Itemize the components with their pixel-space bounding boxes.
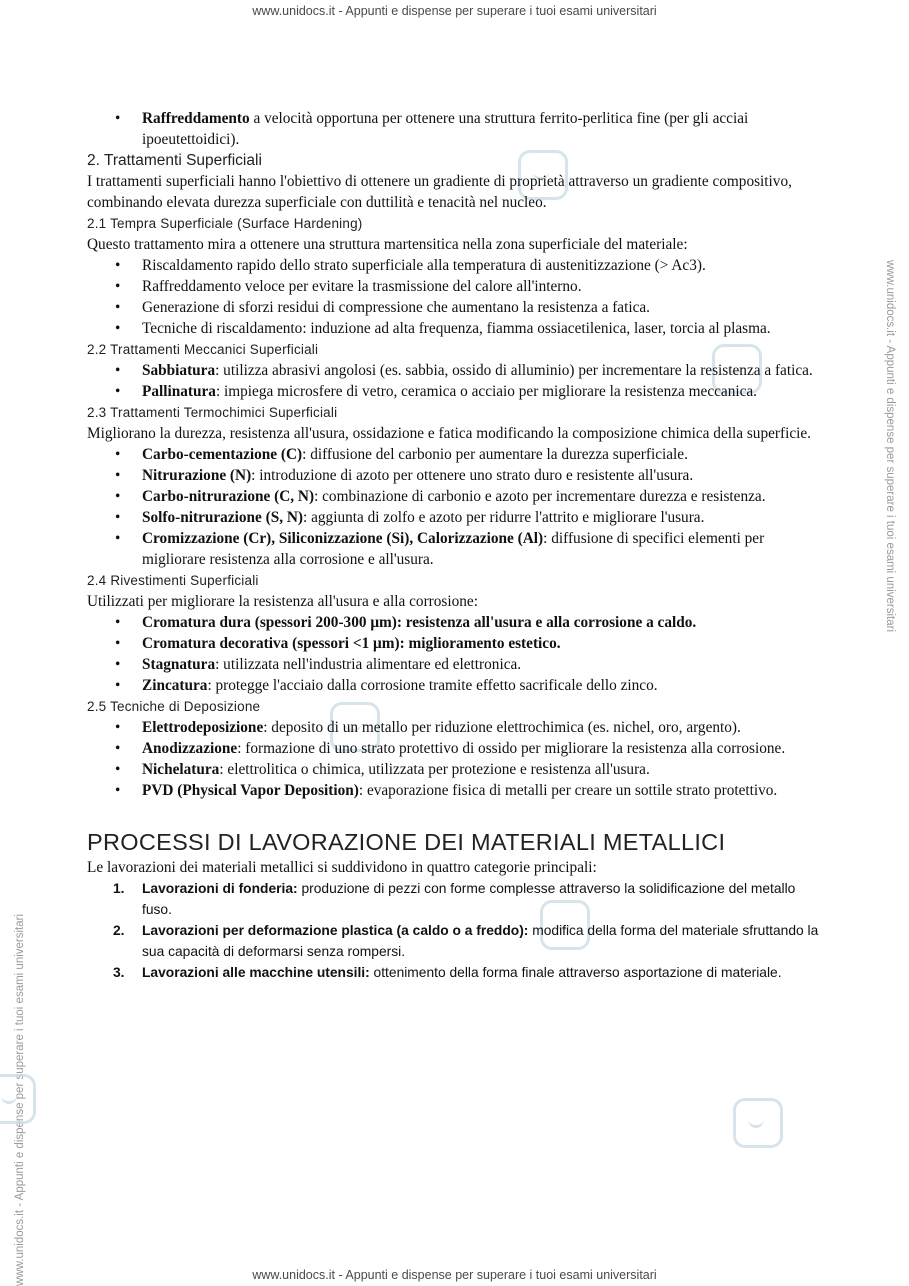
list-item-text: : protegge l'acciaio dalla corrosione tramite effetto sacrificale dello zinco. — [207, 677, 658, 694]
subsection-intro: Utilizzati per migliorare la resistenza all'usura e alla corrosione: — [87, 593, 478, 610]
left-side-watermark: www.unidocs.it - Appunti e dispense per superare i tuoi esami universitari — [14, 913, 26, 1286]
list-item-text: : combinazione di carbonio e azoto per incrementare durezza e resistenza. — [314, 488, 766, 505]
bullet-icon: • — [115, 383, 121, 400]
bullet-icon: • — [115, 299, 121, 316]
list-item-text: : impiega microsfere di vetro, ceramica o acciaio per migliorare la resistenza meccanica. — [215, 383, 757, 400]
list-item-text: Raffreddamento veloce per evitare la trasmissione del calore all'interno. — [142, 278, 582, 295]
list-item-term: Carbo-cementazione (C) — [142, 446, 303, 463]
bullet-list — [87, 360, 827, 402]
bullet-icon: • — [115, 635, 121, 652]
list-item — [87, 780, 827, 801]
list-item — [87, 675, 827, 696]
bullet-icon: • — [115, 677, 121, 694]
list-item-term: Sabbiatura — [142, 362, 216, 379]
list-item — [87, 381, 827, 402]
list-item-term: Carbo-nitrurazione (C, N) — [142, 488, 315, 505]
bullet-icon: • — [115, 782, 121, 799]
list-item — [87, 486, 827, 507]
subsection-heading: 2.1 Tempra Superficiale (Surface Hardening) — [87, 216, 363, 231]
list-item — [87, 465, 827, 486]
right-side-watermark: www.unidocs.it - Appunti e dispense per superare i tuoi esami universitari — [884, 260, 896, 633]
list-item-term: Lavorazioni di fonderia: — [142, 881, 298, 896]
list-item-text: (spessori <1 μm): miglioramento estetico. — [288, 635, 561, 652]
list-item-text: Tecniche di riscaldamento: induzione ad alta frequenza, fiamma ossiacetilenica, laser, torcia al plasma. — [142, 320, 771, 337]
bullet-list — [87, 255, 827, 339]
document-content — [87, 108, 827, 983]
list-item-text: : introduzione di azoto per ottenere uno strato duro e resistente all'usura. — [251, 467, 694, 484]
bullet-icon: • — [115, 467, 121, 484]
list-item — [87, 297, 827, 318]
bullet-icon: • — [115, 761, 121, 778]
subsection-intro: Migliorano la durezza, resistenza all'usura, ossidazione e fatica modificando la composizione chimica della superficie. — [87, 425, 811, 442]
list-item-text: : aggiunta di zolfo e azoto per ridurre l'attrito e migliorare l'usura. — [303, 509, 705, 526]
bullet-icon: • — [115, 509, 121, 526]
bullet-icon: • — [115, 446, 121, 463]
list-item — [87, 444, 827, 465]
bullet-icon: • — [115, 278, 121, 295]
chapter-intro: Le lavorazioni dei materiali metallici si suddividono in quattro categorie principali: — [87, 859, 597, 876]
list-item — [87, 255, 827, 276]
bullet-icon: • — [115, 530, 121, 547]
bullet-icon: • — [115, 614, 121, 631]
list-item-term: Lavorazioni per deformazione plastica (a caldo o a freddo): — [142, 923, 529, 938]
list-item-text: : utilizza abrasivi angolosi (es. sabbia, ossido di alluminio) per incrementare la resistenza a fatica. — [215, 362, 813, 379]
bullet-icon: • — [115, 362, 121, 379]
bullet-icon: • — [115, 488, 121, 505]
section-intro: I trattamenti superficiali hanno l'obiettivo di ottenere un gradiente di proprietà attraverso un gradiente compositivo, combinando elevata durezza superficiale con duttilità e tenacità nel nucleo. — [87, 173, 792, 211]
list-item-term: Nitrurazione (N) — [142, 467, 252, 484]
subsection-heading: 2.4 Rivestimenti Superficiali — [87, 573, 259, 588]
list-item — [87, 717, 827, 738]
list-item-term: Stagnatura — [142, 656, 216, 673]
watermark-logo-icon — [0, 1074, 36, 1124]
list-item-text: Riscaldamento rapido dello strato superficiale alla temperatura di austenitizzazione (> Ac3). — [142, 257, 706, 274]
bullet-icon: • — [115, 257, 121, 274]
list-item: • Raffreddamento a velocità opportuna per ottenere una struttura ferrito-perlitica fine (per gli acciai ipoeutettoidici). — [115, 110, 749, 148]
subsection-intro: Questo trattamento mira a ottenere una struttura martensitica nella zona superficiale del materiale: — [87, 236, 688, 253]
bullet-icon: • — [115, 719, 121, 736]
list-item-term: PVD (Physical Vapor Deposition) — [142, 782, 359, 799]
list-item-term: Solfo-nitrurazione (S, N) — [142, 509, 304, 526]
subsection-heading: 2.3 Trattamenti Termochimici Superficiali — [87, 405, 338, 420]
list-item — [87, 920, 827, 962]
list-item-term: Zincatura — [142, 677, 208, 694]
list-item — [87, 318, 827, 339]
watermark-logo-icon — [733, 1098, 783, 1148]
list-item-text: : elettrolitica o chimica, utilizzata per protezione e resistenza all'usura. — [219, 761, 650, 778]
list-item — [87, 528, 827, 570]
list-item-number: 3. — [113, 965, 125, 980]
numbered-list — [87, 878, 827, 983]
list-item-text: (spessori 200-300 μm): resistenza all'usura e alla corrosione a caldo. — [250, 614, 697, 631]
list-item-text: : diffusione del carbonio per aumentare la durezza superficiale. — [302, 446, 688, 463]
list-item-term: Cromatura decorativa — [142, 635, 289, 652]
header-banner[interactable]: www.unidocs.it - Appunti e dispense per superare i tuoi esami universitari — [252, 4, 657, 18]
bullet-list — [87, 717, 827, 801]
list-item-text: Generazione di sforzi residui di compressione che aumentano la resistenza a fatica. — [142, 299, 650, 316]
list-item-text: : utilizzata nell'industria alimentare ed elettronica. — [215, 656, 522, 673]
subsection-heading: 2.2 Trattamenti Meccanici Superficiali — [87, 342, 319, 357]
list-item-text: : formazione di uno strato protettivo di ossido per migliorare la resistenza alla corrosione. — [237, 740, 786, 757]
list-item — [87, 878, 827, 920]
bullet-list — [87, 444, 827, 570]
subsection-heading: 2.5 Tecniche di Deposizione — [87, 699, 261, 714]
list-item-term: Pallinatura — [142, 383, 216, 400]
bullet-icon: • — [115, 656, 121, 673]
list-item-text: produzione di pezzi con forme complesse attraverso la solidificazione del metallo fuso. — [142, 881, 796, 917]
list-item-text: : diffusione di specifici elementi per migliorare resistenza alla corrosione e all'usura. — [142, 530, 765, 568]
list-item-term: Anodizzazione — [142, 740, 238, 757]
section-heading: 2. Trattamenti Superficiali — [87, 152, 262, 169]
bullet-icon: • — [115, 320, 121, 337]
list-item — [87, 276, 827, 297]
list-item-text: ottenimento della forma finale attraverso asportazione di materiale. — [369, 965, 782, 980]
list-item-term: Lavorazioni alle macchine utensili: — [142, 965, 370, 980]
list-item — [87, 759, 827, 780]
list-item — [87, 738, 827, 759]
list-item-term: Nichelatura — [142, 761, 220, 778]
list-item — [87, 360, 827, 381]
list-item-term: Cromizzazione (Cr), Siliconizzazione (Si), Calorizzazione (Al) — [142, 530, 544, 547]
list-item-term: Cromatura dura — [142, 614, 251, 631]
list-item — [87, 633, 827, 654]
top-bullet-list — [87, 108, 827, 150]
bullet-icon: • — [115, 740, 121, 757]
list-item-text: modifica della forma del materiale sfruttando la sua capacità di deformarsi senza rompersi. — [142, 923, 819, 959]
footer-banner[interactable]: www.unidocs.it - Appunti e dispense per superare i tuoi esami universitari — [252, 1268, 657, 1282]
list-item-number: 1. — [113, 881, 125, 896]
list-item — [87, 962, 827, 983]
list-item-term: Elettrodeposizione — [142, 719, 264, 736]
chapter-heading: PROCESSI DI LAVORAZIONE DEI MATERIALI METALLICI — [87, 829, 726, 855]
list-item-number: 2. — [113, 923, 125, 938]
list-item — [87, 507, 827, 528]
bullet-list — [87, 612, 827, 696]
list-item — [87, 654, 827, 675]
list-item-text: : evaporazione fisica di metalli per creare un sottile strato protettivo. — [358, 782, 778, 799]
list-item — [87, 612, 827, 633]
list-item-text: : deposito di un metallo per riduzione elettrochimica (es. nichel, oro, argento). — [263, 719, 741, 736]
